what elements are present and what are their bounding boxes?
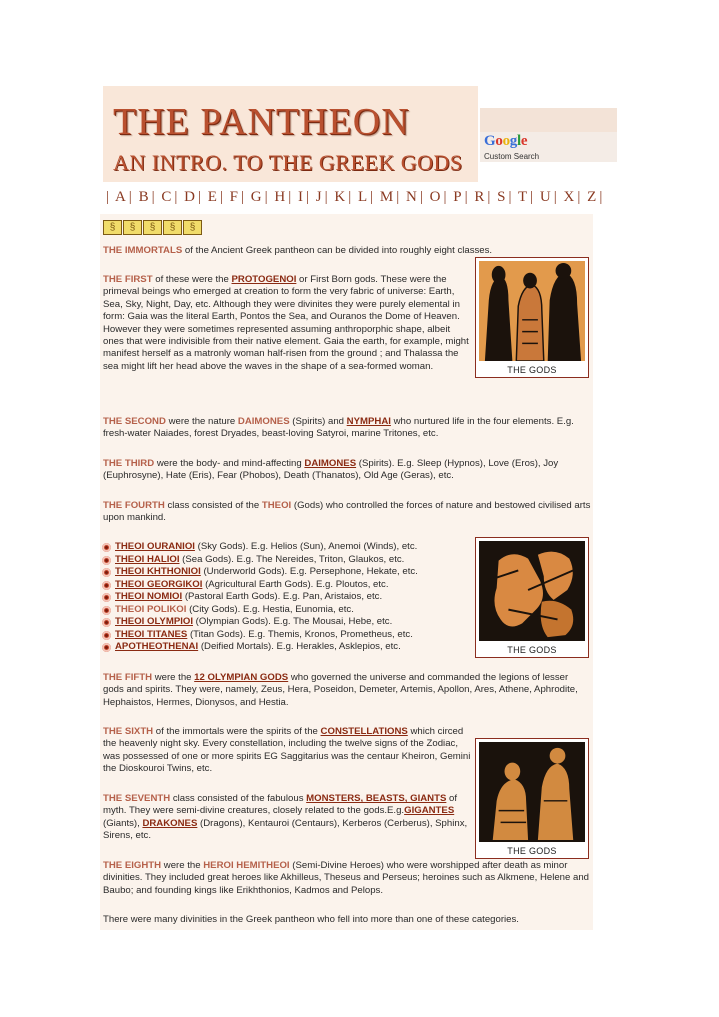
divider: | (219, 189, 223, 205)
alpha-link-e[interactable]: E (207, 189, 217, 205)
lead-sixth: THE SIXTH (103, 726, 154, 737)
list-item-text: (Olympian Gods). E.g. The Mousai, Hebe, etc. (193, 616, 393, 627)
divider: | (577, 189, 581, 205)
lead-immortals: THE IMMORTALS (103, 245, 183, 256)
divider: | (464, 189, 468, 205)
sixth-text-1: of the immortals were the spirits of the (153, 726, 321, 737)
second-text-2: (Spirits) and (289, 416, 347, 427)
link-theoi-nomioi[interactable]: THEOI NOMIOI (115, 591, 183, 602)
divider: | (324, 189, 328, 205)
alpha-link-b[interactable]: B (138, 189, 149, 205)
site-title[interactable]: THE PANTHEON (113, 101, 410, 143)
alpha-link-t[interactable]: T (517, 189, 528, 205)
divider: | (197, 189, 201, 205)
site-header (103, 86, 478, 182)
theoi-class-list (102, 541, 472, 654)
ornament-tile: § (163, 220, 182, 235)
divider: | (370, 189, 374, 205)
link-theoi-khthonioi[interactable]: THEOI KHTHONIOI (115, 566, 201, 577)
list-item (102, 566, 472, 579)
alpha-link-o[interactable]: O (429, 189, 441, 205)
alpha-link-c[interactable]: C (161, 189, 172, 205)
alpha-link-m[interactable]: M (379, 189, 394, 205)
intro-text: of the Ancient Greek pantheon can be divided into roughly eight classes. (182, 245, 493, 256)
divider: | (396, 189, 400, 205)
alpha-link-f[interactable]: F (229, 189, 239, 205)
link-theoi-olympioi[interactable]: THEOI OLYMPIOI (115, 616, 194, 627)
list-item (102, 616, 472, 629)
vase-image-2 (479, 541, 585, 641)
closing-paragraph: There were many divinities in the Greek pantheon who fell into more than one of these categories. (103, 914, 519, 925)
ornament-tile: § (143, 220, 162, 235)
list-item (102, 554, 472, 567)
seventh-text-1: class consisted of the fabulous (170, 793, 307, 804)
search-band (480, 108, 617, 132)
eighth-text-2: (Semi-Divine Heroes) who were worshipped after death as minor divinities. They included great heroes like Akhilleus, Theseus and Perseus; heroines such as Alkmene, Helene and Baubo; and founding kings like Erikhthonios, Kadmos and Pelops. (103, 860, 590, 896)
bullet-icon (102, 581, 111, 590)
fourth-text-2: (Gods) who controlled the forces of nature and bestowed civilised arts upon mankind. (103, 500, 591, 524)
seventh-text-2: of myth. They were semi-divine creatures, closely related to the gods.E.g. (103, 793, 458, 817)
lead-eighth: THE EIGHTH (103, 860, 162, 871)
lead-fifth: THE FIFTH (103, 672, 153, 683)
link-monsters-beasts-giants[interactable]: MONSTERS, BEASTS, GIANTS (306, 793, 447, 804)
eighth-paragraph (103, 860, 591, 897)
figure-caption: THE GODS (507, 365, 557, 375)
second-paragraph (103, 416, 591, 441)
link-12-olympian-gods[interactable]: 12 OLYMPIAN GODS (194, 672, 289, 683)
divider: | (174, 189, 178, 205)
alpha-link-r[interactable]: R (474, 189, 485, 205)
first-text-1: of these were the (152, 274, 232, 285)
link-daimones[interactable]: DAIMONES (304, 458, 357, 469)
link-gigantes[interactable]: GIGANTES (404, 805, 455, 817)
vase-painting-goddesses (479, 261, 585, 361)
list-item-text: (Titan Gods). E.g. Themis, Kronos, Prometheus, etc. (187, 628, 413, 640)
alpha-link-s[interactable]: S (497, 189, 506, 205)
ornament-tile: § (103, 220, 122, 235)
second-text-1: were the nature (165, 416, 238, 427)
lead-second: THE SECOND (103, 416, 166, 427)
sixth-text-2: which circed the heavenly night sky. Every constellation, including the twelve signs of the Zodiac, was possessed of one or more spirits EG Saggitarius was the centaur Kheiron, Gemini the Dioskouroi Twins, etc. (103, 726, 471, 775)
vase-image-3 (479, 742, 585, 842)
divider: | (264, 189, 268, 205)
seventh-paragraph (103, 793, 471, 843)
fifth-text-2: who governed the universe and commanded the legions of lesser gods and spirits. They were, namely, Zeus, Hera, Poseidon, Demeter, Artemis, Apollon, Ares, Athene, Aphrodite, Hephaistos, Hermes, Dionysos, and Hestia. (103, 672, 578, 708)
term-theoi: THEOI (261, 500, 292, 511)
fifth-paragraph (103, 672, 591, 709)
vase-image-1 (479, 261, 585, 361)
bullet-icon (102, 556, 111, 565)
search-caption: Custom Search (484, 152, 540, 161)
list-item (102, 604, 472, 617)
alpha-link-g[interactable]: G (250, 189, 262, 205)
meander-ornament (103, 220, 202, 234)
first-paragraph (103, 274, 471, 373)
alpha-link-n[interactable]: N (406, 189, 417, 205)
fourth-text-1: class consisted of the (164, 500, 262, 511)
third-paragraph (103, 458, 591, 483)
divider: | (508, 189, 512, 205)
list-item-text: (Deified Mortals). E.g. Herakles, Asklepios, etc. (198, 641, 401, 652)
link-theoi-georgikoi[interactable]: THEOI GEORGIKOI (115, 578, 203, 590)
term-heroi-hemitheoi: HEROI HEMITHEOI (203, 860, 290, 871)
sixth-paragraph (103, 726, 471, 776)
alpha-link-j[interactable]: J (315, 189, 322, 205)
link-apotheothenai[interactable]: APOTHEOTHENAI (115, 641, 199, 652)
link-drakones[interactable]: DRAKONES (142, 817, 198, 829)
bullet-icon (102, 543, 111, 552)
bullet-icon (102, 593, 111, 602)
divider: | (599, 189, 603, 205)
divider: | (487, 189, 491, 205)
alpha-link-a[interactable]: A (114, 189, 126, 205)
divider: | (306, 189, 310, 205)
seventh-text-4: (Dragons), Kentauroi (Centaurs), Kerberos (Cerberus), Sphinx, Sirens, etc. (103, 817, 468, 842)
bullet-icon (102, 606, 111, 615)
bullet-icon (102, 618, 111, 627)
second-text-3: who nurtured life in the four elements. E.g. fresh-water Naiades, forest Dryades, beast-loving Satyroi, marine Tritones, etc. (103, 416, 574, 440)
alpha-link-z[interactable]: Z (587, 189, 597, 205)
eighth-text-1: were the (161, 860, 204, 871)
list-item-text: (Sky Gods). E.g. Helios (Sun), Anemoi (Winds), etc. (194, 541, 418, 552)
list-item-text: (Pastoral Earth Gods). E.g. Pan, Aristaios, etc. (182, 591, 383, 602)
link-constellations[interactable]: CONSTELLATIONS (320, 726, 408, 737)
link-theoi-halioi[interactable]: THEOI HALIOI (115, 553, 180, 565)
figure-caption: THE GODS (507, 846, 557, 856)
divider: | (288, 189, 292, 205)
ornament-tile: § (183, 220, 202, 235)
lead-first: THE FIRST (103, 274, 153, 285)
divider: | (241, 189, 245, 205)
link-theoi-titanes[interactable]: THEOI TITANES (115, 628, 188, 640)
figure-caption: THE GODS (507, 645, 557, 655)
divider: | (151, 189, 155, 205)
alpha-link-l[interactable]: L (357, 189, 368, 205)
lead-fourth: THE FOURTH (103, 500, 165, 511)
list-item-text: (City Gods). E.g. Hestia, Eunomia, etc. (186, 603, 354, 615)
fourth-paragraph (103, 500, 591, 525)
list-item (102, 641, 472, 654)
list-item (102, 591, 472, 604)
third-text-1: were the body- and mind-affecting (154, 458, 305, 469)
third-text-2: (Spirits). E.g. Sleep (Hypnos), Love (Eros), Joy (Euphrosyne), Hate (Eris), Fear (Phobos), Death (Thanatos), Old Age (Geras), etc. (103, 458, 559, 482)
divider: | (443, 189, 447, 205)
seventh-text-3: (Giants), (103, 817, 143, 829)
bullet-icon (102, 568, 111, 577)
vase-painting-seated-god (479, 742, 585, 842)
alpha-link-p[interactable]: P (453, 189, 462, 205)
alpha-link-k[interactable]: K (334, 189, 346, 205)
lead-third: THE THIRD (103, 458, 155, 469)
alpha-link-i[interactable]: I (298, 189, 303, 205)
divider: | (106, 189, 110, 205)
list-item (102, 629, 472, 642)
term-daimones: DAIMONES (237, 416, 290, 427)
site-subtitle: AN INTRO. TO THE GREEK GODS (113, 150, 463, 175)
divider: | (419, 189, 423, 205)
bullet-icon (102, 643, 111, 652)
list-item (102, 541, 472, 554)
divider: | (553, 189, 557, 205)
divider: | (128, 189, 132, 205)
alphabet-nav (103, 186, 606, 208)
alpha-link-h[interactable]: H (274, 189, 286, 205)
divider: | (348, 189, 352, 205)
intro-paragraph (103, 245, 591, 257)
ornament-tile: § (123, 220, 142, 235)
lead-seventh: THE SEVENTH (103, 793, 171, 804)
alpha-link-d[interactable]: D (184, 189, 195, 205)
bullet-icon (102, 631, 111, 640)
google-custom-search[interactable] (480, 108, 617, 162)
divider: | (530, 189, 534, 205)
alpha-link-u[interactable]: U (539, 189, 551, 205)
google-logo[interactable]: Google (484, 133, 528, 149)
link-protogenoi[interactable]: PROTOGENOI (231, 274, 297, 285)
link-theoi-ouranioi[interactable]: THEOI OURANIOI (115, 541, 195, 552)
list-item-text: (Agricultural Earth Gods). E.g. Ploutos, etc. (202, 578, 389, 590)
fifth-text-1: were the (152, 672, 195, 683)
figure-gods-1[interactable] (475, 257, 589, 378)
term-theoi-polikoi: THEOI POLIKOI (115, 603, 187, 615)
figure-gods-3[interactable] (475, 738, 589, 859)
list-item (102, 579, 472, 592)
alpha-link-x[interactable]: X (563, 189, 575, 205)
list-item-text: (Sea Gods). E.g. The Nereides, Triton, Glaukos, etc. (179, 553, 405, 565)
figure-gods-2[interactable] (475, 537, 589, 658)
link-nymphai[interactable]: NYMPHAI (346, 416, 391, 427)
list-item-text: (Underworld Gods). E.g. Persephone, Hekate, etc. (200, 566, 418, 577)
first-text-2: or First Born gods. These were the primeval beings who emerged at creation to form the very fabric of universe: Earth, Sea, Sky, Night, Day, etc. Although they were divinites they were purely elemental in form: Gaia was the literal Earth, Pontos the Sea, and Ouranos the Dome of Heaven. However they were sometimes represented assuming anthroporphic shape, albeit ones that were indivisible from their native element. Gaia the earth, for example, might manifest herself as a matronly woman half-risen from the ground ; and Thalassa the sea might lift her head above the waves in the shape of a sea-formed woman. (103, 274, 469, 372)
vase-painting-battle (479, 541, 585, 641)
